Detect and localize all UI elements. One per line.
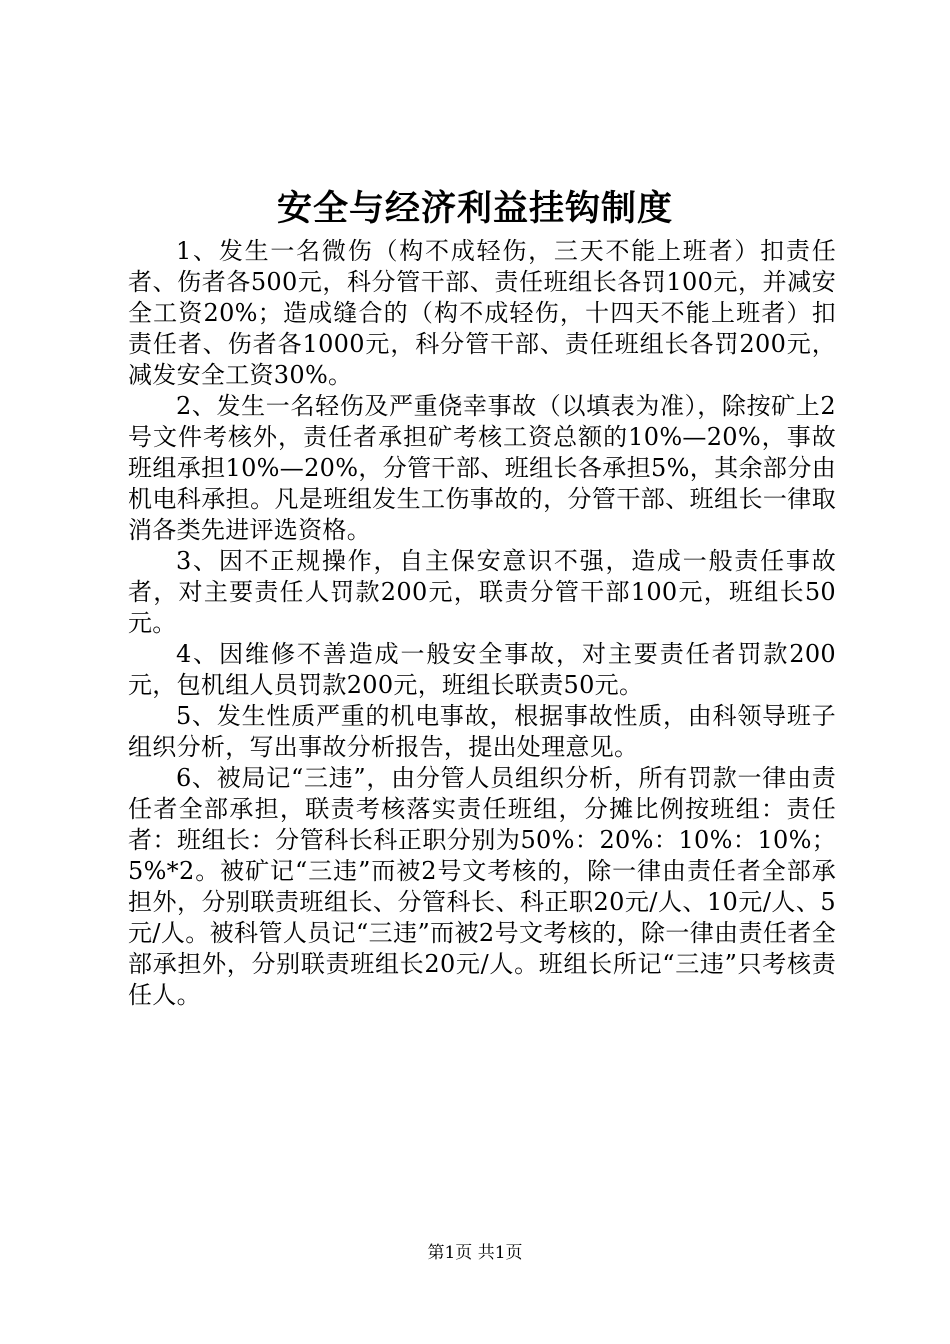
paragraph-5: 5、发生性质严重的机电事故，根据事故性质，由科领导班子组织分析，写出事故分析报告，提出处理意见。 (128, 702, 836, 761)
paragraph-3: 3、因不正规操作，自主保安意识不强，造成一般责任事故者，对主要责任人罚款200元，联责分管干部100元，班组长50元。 (128, 547, 836, 637)
document-body (128, 236, 836, 1011)
paragraph-1: 1、发生一名微伤（构不成轻伤，三天不能上班者）扣责任者、伤者各500元，科分管干部、责任班组长各罚100元，并减安全工资20%；造成缝合的（构不成轻伤，十四天不能上班者）扣责任者、伤者各1000元，科分管干部、责任班组长各罚200元，减发安全工资30%。 (128, 237, 836, 389)
document-title: 安全与经济利益挂钩制度 (276, 188, 673, 229)
page-footer: 第1页 共1页 (427, 1243, 523, 1263)
paragraph-2: 2、发生一名轻伤及严重侥幸事故（以填表为准），除按矿上2号文件考核外，责任者承担矿考核工资总额的10%—20%，事故班组承担10%—20%，分管干部、班组长各承担5%，其余部分由机电科承担。凡是班组发生工伤事故的，分管干部、班组长一律取消各类先进评选资格。 (128, 392, 836, 544)
paragraph-6: 6、被局记“三违”，由分管人员组织分析，所有罚款一律由责任者全部承担，联责考核落实责任班组，分摊比例按班组：责任者：班组长：分管科长科正职分别为50%：20%：10%：10%；5%*2。被矿记“三违”而被2号文考核的，除一律由责任者全部承担外，分别联责班组长、分管科长、科正职20元/人、10元/人、5元/人。被科管人员记“三违”而被2号文考核的，除一律由责任者全部承担外，分别联责班组长20元/人。班组长所记“三违”只考核责任人。 (128, 764, 836, 1009)
paragraph-4: 4、因维修不善造成一般安全事故，对主要责任者罚款200元，包机组人员罚款200元，班组长联责50元。 (128, 640, 836, 699)
